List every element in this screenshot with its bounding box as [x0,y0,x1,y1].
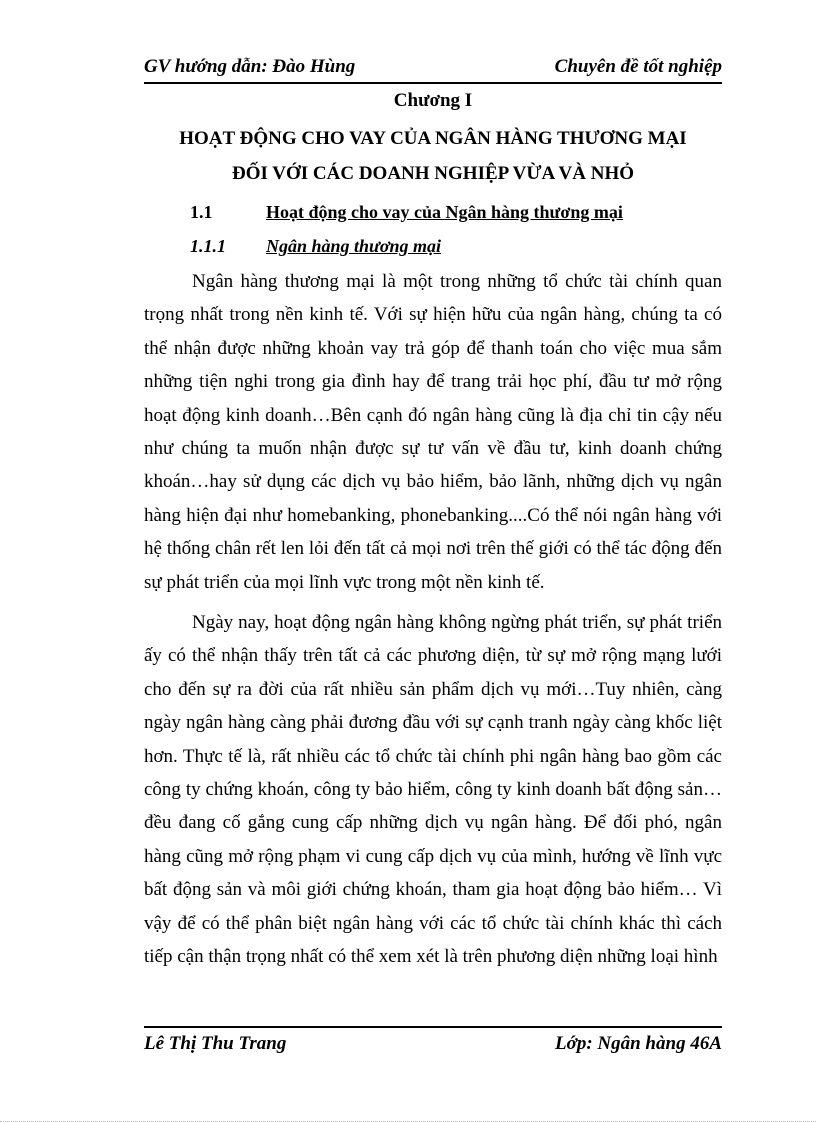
chapter-heading: Chương I [393,90,473,111]
page-bottom-divider [0,1121,816,1122]
section-title: Hoạt động cho vay của Ngân hàng thương mại [266,202,623,222]
header-advisor: GV hướng dẫn: Đào Hùng [144,56,356,77]
footer-author: Lê Thị Thu Trang [144,1033,287,1054]
section-number: 1.1 [190,202,213,222]
chapter-title-line-2: ĐỐI VỚI CÁC DOANH NGHIỆP VỪA VÀ NHỎ [231,163,635,184]
page-footer [144,1026,722,1058]
paragraph-2: Ngày nay, hoạt động ngân hàng không ngừng phát triển, sự phát triển ấy có thể nhận thấy trên tất cả các phương diện, từ sự mở rộng mạng lưới cho đến sự ra đời của rất nhiều sản phẩm dịch vụ mới…Tuy nhiên, càng ngày ngân hàng càng phải đương đầu với sự cạnh tranh ngày càng khốc liệt hơn. Thực tế là, rất nhiều các tổ chức tài chính phi ngân hàng bao gồm các công ty chứng khoán, công ty bảo hiểm, công ty kinh doanh bất động sản…đều đang cố gắng cung cấp những dịch vụ ngân hàng. Để đối phó, ngân hàng cũng mở rộng phạm vi cung cấp dịch vụ của mình, hướng về lĩnh vực bất động sản và môi giới chứng khoán, tham gia hoạt động bảo hiểm… Vì vậy để có thể phân biệt ngân hàng với các tổ chức tài chính khác thì cách tiếp cận thận trọng nhất có thể xem xét là trên phương diện những loại hình [144,612,722,968]
footer-class: Lớp: Ngân hàng 46A [555,1033,722,1054]
section-title: Ngân hàng thương mại [266,236,441,256]
paragraph-1: Ngân hàng thương mại là một trong những tổ chức tài chính quan trọng nhất trong nền kinh tế. Với sự hiện hữu của ngân hàng, chúng ta có thể nhận được những khoản vay trả góp để thanh toán cho việc mua sắm những tiện nghi trong gia đình hay để trang trải học phí, đầu tư mở rộng hoạt động kinh doanh…Bên cạnh đó ngân hàng cũng là địa chỉ tin cậy nếu như chúng ta muốn nhận được sự tư vấn về đầu tư, kinh doanh chứng khoán…hay sử dụng các dịch vụ bảo hiểm, bảo lãnh, những dịch vụ ngân hàng hiện đại như homebanking, phonebanking....Có thể nói ngân hàng với hệ thống chân rết len lỏi đến tất cả mọi nơi trên thế giới có thể tác động đến sự phát triển của mọi lĩnh vực trong một nền kinh tế. [144,271,722,593]
section-number: 1.1.1 [190,236,226,256]
chapter-title-line-1: HOẠT ĐỘNG CHO VAY CỦA NGÂN HÀNG THƯƠNG MẠI [179,128,687,149]
header-doc-type: Chuyên đề tốt nghiệp [554,56,722,77]
page-header [144,52,722,84]
